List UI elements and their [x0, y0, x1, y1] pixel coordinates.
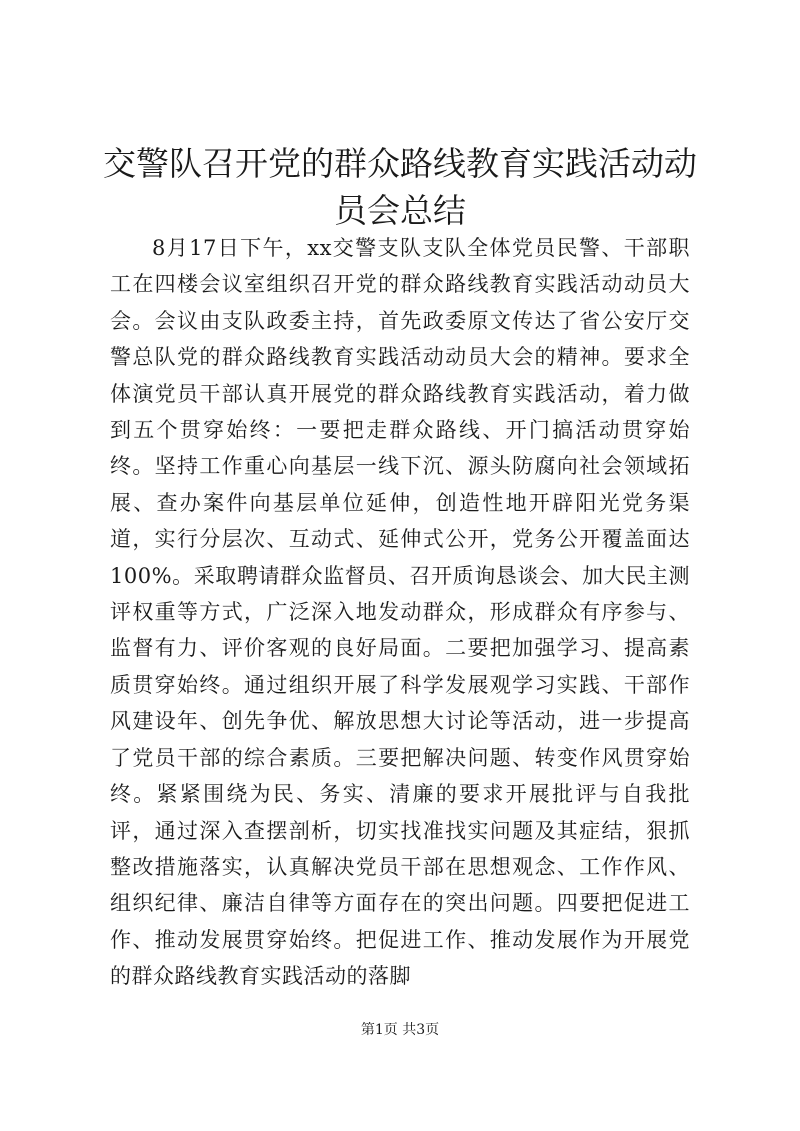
- body-paragraph: 8月17日下午，xx交警支队支队全体党员民警、干部职工在四楼会议室组织召开党的群众路线教育实践活动动员大会。会议由支队政委主持，首先政委原文传达了省公安厅交警总队党的群众路线教育实践活动动员大会的精神。要求全体演党员干部认真开展党的群众路线教育实践活动，着力做到五个贯穿始终：一要把走群众路线、开门搞活动贯穿始终。坚持工作重心向基层一线下沉、源头防腐向社会领域拓展、查办案件向基层单位延伸，创造性地开辟阳光党务渠道，实行分层次、互动式、延伸式公开，党务公开覆盖面达100%。采取聘请群众监督员、召开质询恳谈会、加大民主测评权重等方式，广泛深入地发动群众，形成群众有序参与、监督有力、评价客观的良好局面。二要把加强学习、提高素质贯穿始终。通过组织开展了科学发展观学习实践、干部作风建设年、创先争优、解放思想大讨论等活动，进一步提高了党员干部的综合素质。三要把解决问题、转变作风贯穿始终。紧紧围绕为民、务实、清廉的要求开展批评与自我批评，通过深入查摆剖析，切实找准找实问题及其症结，狠抓整改措施落实，认真解决党员干部在思想观念、工作作风、组织纪律、廉洁自律等方面存在的突出问题。四要把促进工作、推动发展贯穿始终。把促进工作、推动发展作为开展党的群众路线教育实践活动的落脚: [110, 236, 690, 989]
- document-title: 交警队召开党的群众路线教育实践活动动员会总结: [103, 144, 697, 230]
- page-number: 第1页 共3页: [360, 1022, 440, 1038]
